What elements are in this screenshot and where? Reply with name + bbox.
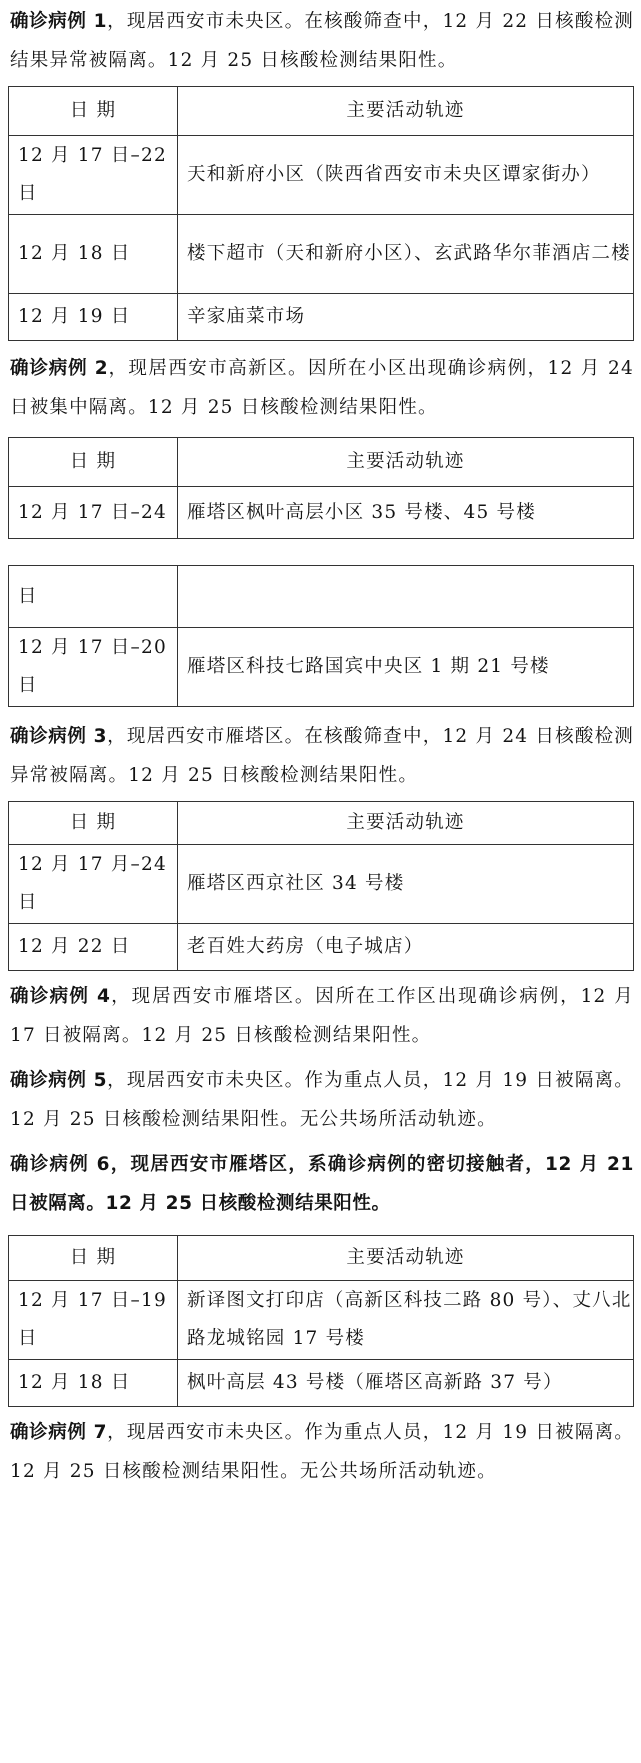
date-cell: 12 月 19 日 xyxy=(9,294,178,341)
table-row xyxy=(9,566,634,628)
table-row xyxy=(9,487,634,539)
case7-paragraph xyxy=(10,1413,634,1491)
track-cell: 新译图文打印店（高新区科技二路 80 号）、丈八北路龙城铭园 17 号楼 xyxy=(178,1281,634,1360)
case7-label: 确诊病例 7 xyxy=(10,1422,108,1443)
table-header-row xyxy=(9,1236,634,1281)
track-cell: 雁塔区西京社区 34 号楼 xyxy=(178,845,634,924)
case1-table xyxy=(8,86,634,341)
case6-text: 确诊病例 6，现居西安市雁塔区，系确诊病例的密切接触者，12 月 21 日被隔离。12 月 25 日核酸检测结果阳性。 xyxy=(10,1154,634,1214)
table-row xyxy=(9,1281,634,1360)
date-cell: 12 月 22 日 xyxy=(9,924,178,971)
date-cell: 12 月 18 日 xyxy=(9,1360,178,1407)
date-header: 日 期 xyxy=(9,1236,178,1281)
date-cell: 12 月 17 月–24 日 xyxy=(9,845,178,924)
date-cell: 12 月 17 日–22 日 xyxy=(9,136,178,215)
track-cell: 楼下超市（天和新府小区）、玄武路华尔菲酒店二楼 xyxy=(178,215,634,294)
track-cell xyxy=(178,566,634,628)
date-cell: 12 月 17 日–19 日 xyxy=(9,1281,178,1360)
table-row xyxy=(9,924,634,971)
case2-table xyxy=(8,437,634,539)
table-row xyxy=(9,845,634,924)
date-header: 日 期 xyxy=(9,802,178,845)
track-cell: 雁塔区枫叶高层小区 35 号楼、45 号楼 xyxy=(178,487,634,539)
case6-table xyxy=(8,1235,634,1407)
track-header: 主要活动轨迹 xyxy=(178,802,634,845)
case7-text: ，现居西安市未央区。作为重点人员，12 月 19 日被隔离。12 月 25 日核酸检测结果阳性。无公共场所活动轨迹。 xyxy=(10,1422,634,1482)
table-row xyxy=(9,1360,634,1407)
case4-label: 确诊病例 4 xyxy=(10,986,111,1007)
date-cell: 12 月 18 日 xyxy=(9,215,178,294)
case5-text: ，现居西安市未央区。作为重点人员，12 月 19 日被隔离。12 月 25 日核酸检测结果阳性。无公共场所活动轨迹。 xyxy=(10,1070,634,1130)
case2-paragraph xyxy=(10,349,634,427)
track-cell: 天和新府小区（陕西省西安市未央区谭家街办） xyxy=(178,136,634,215)
table-row xyxy=(9,628,634,707)
case3-paragraph xyxy=(10,717,634,795)
date-header: 日 期 xyxy=(9,438,178,487)
track-header: 主要活动轨迹 xyxy=(178,87,634,136)
case3-label: 确诊病例 3 xyxy=(10,726,108,747)
case4-text: ，现居西安市雁塔区。因所在工作区出现确诊病例，12 月 17 日被隔离。12 月 25 日核酸检测结果阳性。 xyxy=(10,986,635,1046)
case3-table xyxy=(8,801,634,971)
date-header: 日 期 xyxy=(9,87,178,136)
track-header: 主要活动轨迹 xyxy=(178,1236,634,1281)
table-row xyxy=(9,294,634,341)
track-cell: 雁塔区科技七路国宾中央区 1 期 21 号楼 xyxy=(178,628,634,707)
date-cell: 12 月 17 日–20 日 xyxy=(9,628,178,707)
track-header: 主要活动轨迹 xyxy=(178,438,634,487)
track-cell: 辛家庙菜市场 xyxy=(178,294,634,341)
case5-label: 确诊病例 5 xyxy=(10,1070,108,1091)
table-header-row xyxy=(9,802,634,845)
case1-paragraph xyxy=(10,2,634,80)
case1-label: 确诊病例 1 xyxy=(10,11,108,32)
table-row xyxy=(9,215,634,294)
case4-paragraph xyxy=(10,977,634,1055)
track-cell: 老百姓大药房（电子城店） xyxy=(178,924,634,971)
date-cell: 日 xyxy=(9,566,178,628)
case2-text: ，现居西安市高新区。因所在小区出现确诊病例，12 月 24 日被集中隔离。12 月 25 日核酸检测结果阳性。 xyxy=(10,358,634,418)
case3-text: ，现居西安市雁塔区。在核酸筛查中，12 月 24 日核酸检测异常被隔离。12 月 25 日核酸检测结果阳性。 xyxy=(10,726,634,786)
date-cell: 12 月 17 日–24 xyxy=(9,487,178,539)
table-row xyxy=(9,136,634,215)
case2-label: 确诊病例 2 xyxy=(10,358,109,379)
case1-text: ，现居西安市未央区。在核酸筛查中，12 月 22 日核酸检测结果异常被隔离。12 月 25 日核酸检测结果阳性。 xyxy=(10,11,634,71)
case6-paragraph xyxy=(10,1145,634,1223)
case2-table-continued xyxy=(8,565,634,707)
table-header-row xyxy=(9,438,634,487)
case5-paragraph xyxy=(10,1061,634,1139)
table-header-row xyxy=(9,87,634,136)
track-cell: 枫叶高层 43 号楼（雁塔区高新路 37 号） xyxy=(178,1360,634,1407)
